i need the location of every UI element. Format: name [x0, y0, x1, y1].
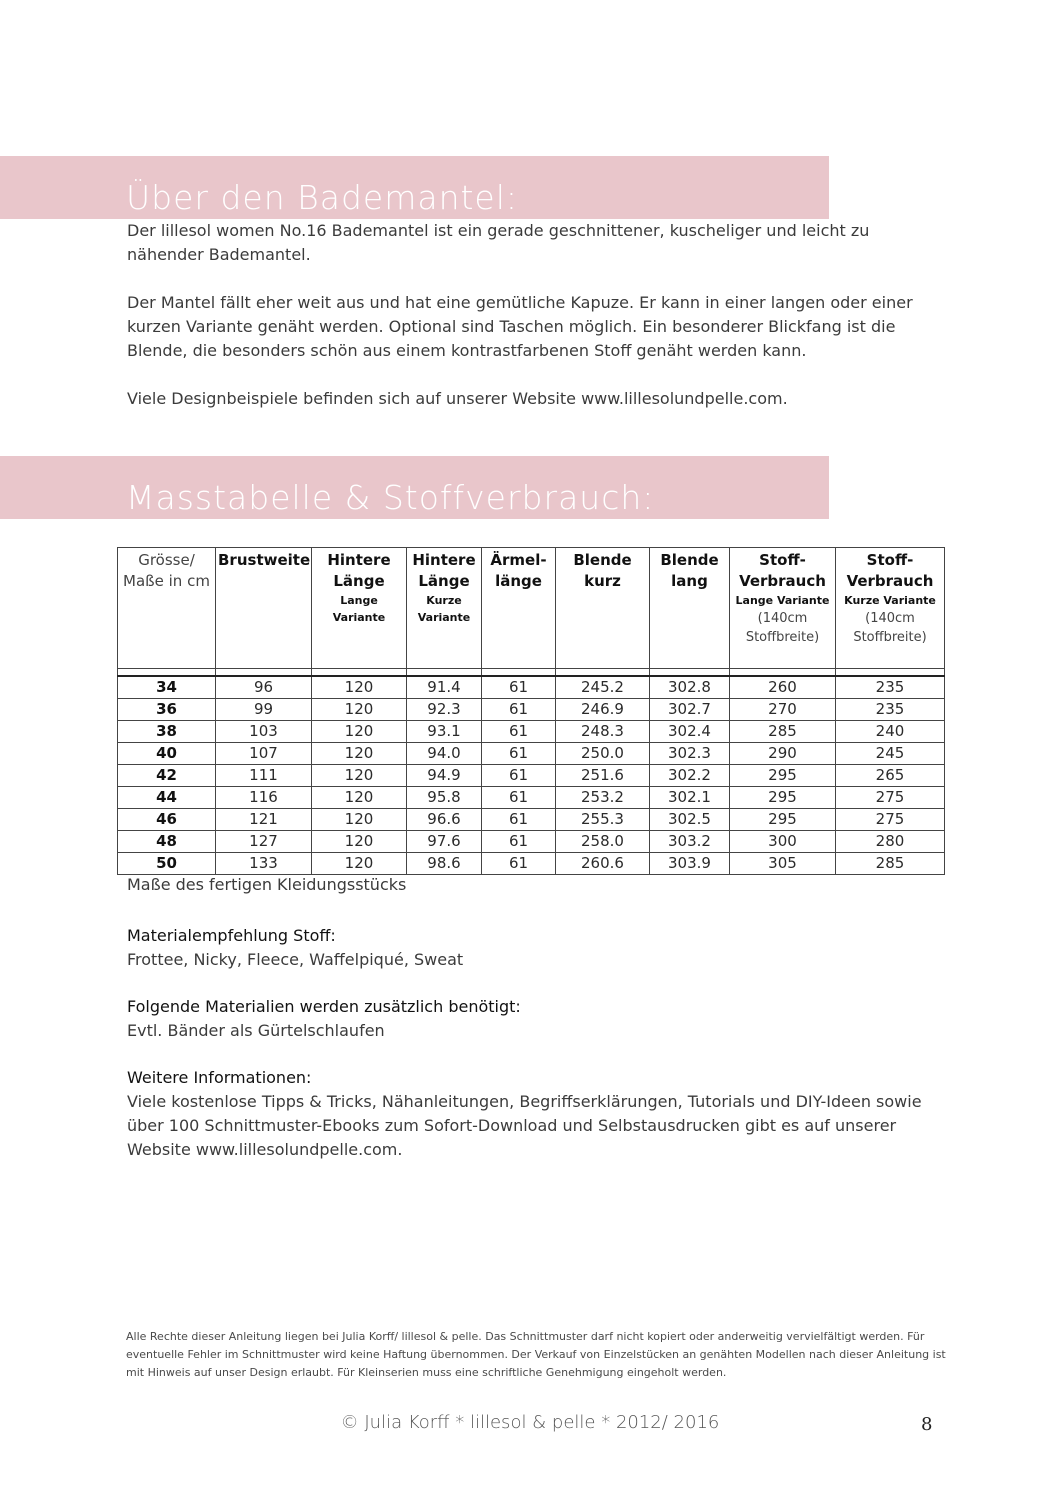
header-note: (140cm Stoffbreite): [745, 611, 820, 645]
materials-block: [127, 924, 927, 1185]
table-cell: 270: [730, 699, 836, 721]
table-cell: 98.6: [407, 853, 482, 875]
header-note: (140cm Stoffbreite): [853, 611, 927, 645]
table-row: [118, 853, 945, 875]
table-cell: 61: [482, 676, 556, 699]
info-text: Viele kostenlose Tipps & Tricks, Nähanleitungen, Begriffserklärungen, Tutorials und DIY-Ideen sowie über 100 Schnittmuster-Ebooks zum Sofort-Download und Selbstausdrucken gibt es auf unserer Website www.lillesolundpelle.com.: [127, 1092, 922, 1159]
header-brustweite: [216, 548, 312, 669]
table-cell: 93.1: [407, 721, 482, 743]
header-divider-row: [118, 669, 945, 677]
header-brustweite-label: Brustweite: [218, 551, 311, 569]
about-text: [127, 219, 927, 435]
size-table-header-row: [118, 548, 945, 669]
table-cell: 235: [836, 699, 945, 721]
table-cell: 285: [836, 853, 945, 875]
table-cell: 91.4: [407, 676, 482, 699]
about-paragraph-1: Der lillesol women No.16 Bademantel ist ein gerade geschnittener, kuscheliger und leicht zu nähender Bademantel.: [127, 221, 870, 264]
table-cell: 285: [730, 721, 836, 743]
table-cell: 303.9: [650, 853, 730, 875]
fabric-heading: Materialempfehlung Stoff:: [127, 926, 336, 945]
size-cell: 46: [118, 809, 216, 831]
table-cell: 302.4: [650, 721, 730, 743]
table-cell: 235: [836, 676, 945, 699]
fabric-text: Frottee, Nicky, Fleece, Waffelpiqué, Sweat: [127, 950, 464, 969]
extra-materials-heading: Folgende Materialien werden zusätzlich benötigt:: [127, 997, 521, 1016]
table-cell: 121: [216, 809, 312, 831]
extra-materials-text: Evtl. Bänder als Gürtelschlaufen: [127, 1021, 385, 1040]
size-cell: 38: [118, 721, 216, 743]
table-cell: 305: [730, 853, 836, 875]
table-cell: 265: [836, 765, 945, 787]
table-row: [118, 831, 945, 853]
table-cell: 120: [312, 787, 407, 809]
table-cell: 295: [730, 765, 836, 787]
table-cell: 250.0: [556, 743, 650, 765]
table-cell: 245.2: [556, 676, 650, 699]
info-heading: Weitere Informationen:: [127, 1068, 312, 1087]
table-row: [118, 721, 945, 743]
table-cell: 120: [312, 721, 407, 743]
table-cell: 275: [836, 787, 945, 809]
table-cell: 280: [836, 831, 945, 853]
table-cell: 61: [482, 853, 556, 875]
table-cell: 61: [482, 721, 556, 743]
header-blende-lang: [650, 548, 730, 669]
size-cell: 44: [118, 787, 216, 809]
table-cell: 111: [216, 765, 312, 787]
table-cell: 302.8: [650, 676, 730, 699]
table-cell: 251.6: [556, 765, 650, 787]
header-hintere-laenge-lang: [312, 548, 407, 669]
header-hintere-laenge-kurz: [407, 548, 482, 669]
about-paragraph-2: Der Mantel fällt eher weit aus und hat eine gemütliche Kapuze. Er kann in einer langen oder einer kurzen Variante genäht werden. Optional sind Taschen möglich. Ein besonderer Blickfang ist die Blende, die besonders schön aus einem kontrastfarbenen Stoff genäht werden kann.: [127, 293, 913, 360]
table-cell: 61: [482, 831, 556, 853]
table-cell: 120: [312, 743, 407, 765]
table-row: [118, 743, 945, 765]
header-aermellaenge: [482, 548, 556, 669]
table-cell: 302.5: [650, 809, 730, 831]
header-blende-kurz: [556, 548, 650, 669]
header-sublabel: Kurze Variante: [417, 594, 471, 624]
table-row: [118, 787, 945, 809]
table-cell: 94.9: [407, 765, 482, 787]
table-cell: 245: [836, 743, 945, 765]
header-sublabel: Lange Variante: [332, 594, 386, 624]
table-cell: 92.3: [407, 699, 482, 721]
header-label: Blende kurz: [573, 551, 632, 590]
table-row: [118, 699, 945, 721]
size-cell: 48: [118, 831, 216, 853]
header-label: Hintere Länge: [412, 551, 476, 590]
size-cell: 42: [118, 765, 216, 787]
table-cell: 302.2: [650, 765, 730, 787]
table-cell: 240: [836, 721, 945, 743]
table-cell: 120: [312, 831, 407, 853]
table-row: [118, 765, 945, 787]
table-cell: 275: [836, 809, 945, 831]
table-cell: 290: [730, 743, 836, 765]
header-label: Hintere Länge: [327, 551, 391, 590]
table-cell: 96.6: [407, 809, 482, 831]
size-cell: 40: [118, 743, 216, 765]
header-label: Ärmel-länge: [490, 551, 547, 590]
section-title-sizes: Masstabelle & Stoffverbrauch:: [126, 478, 655, 517]
header-label: Stoff-Verbrauch: [739, 551, 826, 590]
table-cell: 248.3: [556, 721, 650, 743]
table-cell: 260: [730, 676, 836, 699]
table-cell: 302.7: [650, 699, 730, 721]
legal-notice: Alle Rechte dieser Anleitung liegen bei Julia Korff/ lillesol & pelle. Das Schnittmuster darf nicht kopiert oder anderweitig vervielfältigt werden. Für eventuelle Fehler im Schnittmuster wird keine Haftung übernommen. Der Verkauf von Einzelstücken an genähten Modellen nach dieser Anleitung ist mit Hinweis auf unser Design erlaubt. Für Kleinserien muss eine schriftliche Genehmigung eingeholt werden.: [126, 1330, 946, 1379]
header-size: Grösse/ Maße in cm: [118, 548, 216, 669]
table-row: [118, 809, 945, 831]
table-cell: 61: [482, 765, 556, 787]
table-cell: 61: [482, 809, 556, 831]
table-cell: 95.8: [407, 787, 482, 809]
table-cell: 255.3: [556, 809, 650, 831]
table-cell: 258.0: [556, 831, 650, 853]
table-cell: 99: [216, 699, 312, 721]
table-cell: 94.0: [407, 743, 482, 765]
size-table-body: [118, 676, 945, 875]
header-stoffverbrauch-kurz: [836, 548, 945, 669]
table-cell: 295: [730, 809, 836, 831]
table-cell: 61: [482, 787, 556, 809]
section-header-band-about: [0, 156, 829, 219]
section-header-band-sizes: [0, 456, 829, 519]
header-label: Blende lang: [660, 551, 719, 590]
table-cell: 120: [312, 699, 407, 721]
about-paragraph-3: Viele Designbeispiele befinden sich auf unserer Website www.lillesolundpelle.com.: [127, 389, 788, 408]
table-cell: 120: [312, 765, 407, 787]
table-cell: 302.1: [650, 787, 730, 809]
table-cell: 116: [216, 787, 312, 809]
table-cell: 97.6: [407, 831, 482, 853]
header-sublabel: Kurze Variante: [844, 594, 936, 607]
header-stoffverbrauch-lang: [730, 548, 836, 669]
size-table: [117, 547, 945, 875]
footer-copyright: © Julia Korff * lillesol & pelle * 2012/ 2016: [340, 1412, 720, 1433]
table-cell: 127: [216, 831, 312, 853]
table-note: Maße des fertigen Kleidungsstücks: [127, 875, 407, 894]
table-cell: 260.6: [556, 853, 650, 875]
table-cell: 246.9: [556, 699, 650, 721]
table-cell: 61: [482, 743, 556, 765]
table-cell: 120: [312, 809, 407, 831]
table-cell: 253.2: [556, 787, 650, 809]
table-cell: 107: [216, 743, 312, 765]
table-row: [118, 676, 945, 699]
size-cell: 50: [118, 853, 216, 875]
size-cell: 36: [118, 699, 216, 721]
table-cell: 120: [312, 676, 407, 699]
page-number: 8: [921, 1414, 933, 1435]
header-sublabel: Lange Variante: [735, 594, 830, 607]
table-cell: 120: [312, 853, 407, 875]
header-label: Stoff-Verbrauch: [846, 551, 934, 590]
table-cell: 96: [216, 676, 312, 699]
table-cell: 295: [730, 787, 836, 809]
section-title-about: Über den Bademantel:: [126, 178, 519, 217]
table-cell: 303.2: [650, 831, 730, 853]
table-cell: 133: [216, 853, 312, 875]
table-cell: 61: [482, 699, 556, 721]
table-cell: 302.3: [650, 743, 730, 765]
table-cell: 300: [730, 831, 836, 853]
size-cell: 34: [118, 676, 216, 699]
table-cell: 103: [216, 721, 312, 743]
